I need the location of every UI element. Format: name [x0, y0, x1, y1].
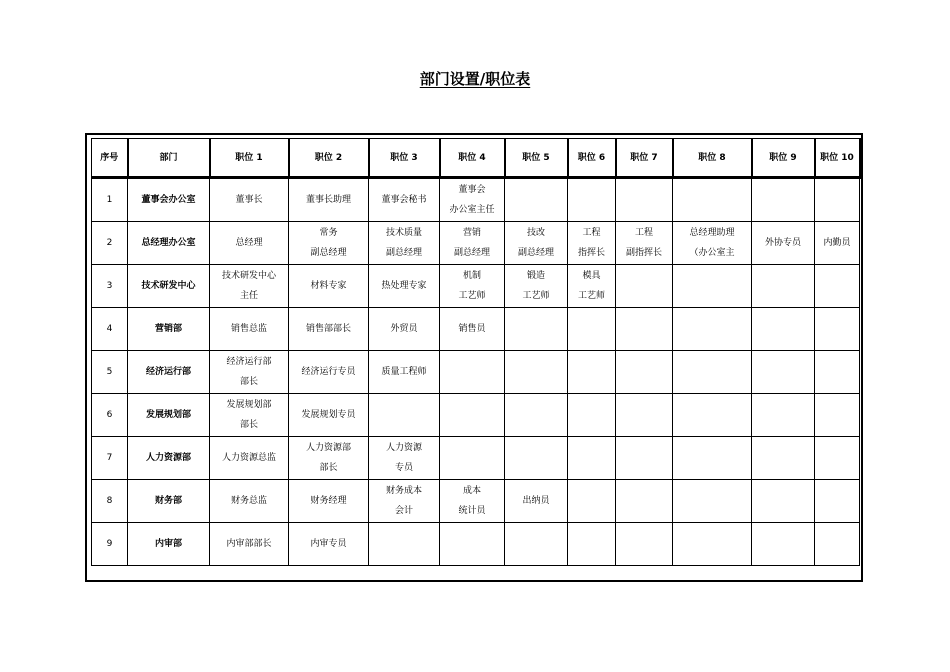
position-text: （办公室主: [689, 248, 735, 258]
position-cell: [369, 480, 440, 523]
position-cell: [289, 351, 369, 394]
row-number-cell: 1: [92, 178, 128, 222]
table-row: [92, 178, 860, 222]
position-text: 办公室主任: [449, 205, 495, 215]
position-cell: [673, 480, 752, 523]
position-text: 总经理: [235, 238, 263, 248]
position-cell: [673, 265, 752, 308]
position-cell: [289, 222, 369, 265]
position-text: 副总经理: [453, 248, 490, 258]
department-cell: 总经理办公室: [128, 222, 210, 265]
position-cell: [289, 394, 369, 437]
position-cell: [210, 437, 289, 480]
position-cell: [815, 437, 860, 480]
column-header: 职位 8: [673, 139, 752, 178]
position-cell: [440, 394, 505, 437]
position-cell: [568, 351, 616, 394]
position-cell: [440, 523, 505, 566]
position-cell: [752, 394, 815, 437]
position-cell: [505, 351, 568, 394]
position-text: 工艺师: [458, 291, 486, 301]
position-cell: [440, 351, 505, 394]
position-text: 副总经理: [385, 248, 422, 258]
column-header: 序号: [92, 139, 128, 178]
position-cell: [210, 308, 289, 351]
position-cell: [616, 265, 673, 308]
position-cell: [369, 222, 440, 265]
position-cell: [616, 394, 673, 437]
department-cell: 财务部: [128, 480, 210, 523]
table-row: [92, 265, 860, 308]
position-text: 营销: [462, 228, 481, 238]
position-text: 部长: [319, 463, 338, 473]
position-text: 锻造: [526, 271, 545, 281]
table-row: [92, 222, 860, 265]
position-cell: [289, 308, 369, 351]
table-row: [92, 394, 860, 437]
column-header: 职位 9: [752, 139, 815, 178]
table-row: [92, 480, 860, 523]
position-cell: [369, 178, 440, 222]
position-cell: [568, 222, 616, 265]
position-cell: [616, 351, 673, 394]
table-body: [92, 139, 860, 566]
position-text: 发展规划部: [226, 400, 272, 410]
position-cell: [289, 480, 369, 523]
position-cell: [673, 222, 752, 265]
row-number-cell: 2: [92, 222, 128, 265]
position-cell: [369, 308, 440, 351]
position-cell: [673, 178, 752, 222]
table-row: [92, 308, 860, 351]
department-cell: 技术研发中心: [128, 265, 210, 308]
position-cell: [752, 222, 815, 265]
position-cell: [616, 222, 673, 265]
position-cell: [210, 222, 289, 265]
position-cell: [752, 265, 815, 308]
row-number-cell: 4: [92, 308, 128, 351]
position-cell: [752, 351, 815, 394]
position-text: 统计员: [458, 506, 486, 516]
position-text: 工艺师: [522, 291, 550, 301]
position-cell: [815, 523, 860, 566]
position-cell: [369, 351, 440, 394]
position-text: 机制: [462, 271, 481, 281]
position-text: 模具: [582, 271, 601, 281]
column-header: 职位 4: [440, 139, 505, 178]
table-row: [92, 351, 860, 394]
position-cell: [616, 437, 673, 480]
table-header-row: [92, 139, 860, 178]
position-cell: [673, 351, 752, 394]
department-cell: 人力资源部: [128, 437, 210, 480]
position-cell: [673, 394, 752, 437]
position-text: 总经理助理: [689, 228, 735, 238]
position-text: 技改: [526, 228, 545, 238]
position-cell: [210, 351, 289, 394]
position-text: 董事长助理: [305, 195, 351, 205]
position-cell: [568, 437, 616, 480]
row-number-cell: 9: [92, 523, 128, 566]
position-text: 质量工程师: [381, 367, 427, 377]
row-number-cell: 8: [92, 480, 128, 523]
position-cell: [752, 437, 815, 480]
position-cell: [210, 523, 289, 566]
row-number-cell: 6: [92, 394, 128, 437]
position-cell: [568, 480, 616, 523]
position-cell: [440, 437, 505, 480]
column-header: 职位 6: [568, 139, 616, 178]
position-text: 发展规划专员: [301, 410, 356, 420]
position-text: 销售总监: [230, 324, 267, 334]
position-text: 技术质量: [385, 228, 422, 238]
position-cell: [616, 523, 673, 566]
position-cell: [289, 178, 369, 222]
position-cell: [505, 222, 568, 265]
position-cell: [505, 265, 568, 308]
column-header: 职位 1: [210, 139, 289, 178]
position-cell: [568, 178, 616, 222]
position-cell: [673, 308, 752, 351]
position-text: 技术研发中心: [221, 271, 276, 281]
position-cell: [210, 265, 289, 308]
department-cell: 营销部: [128, 308, 210, 351]
position-cell: [440, 178, 505, 222]
position-cell: [673, 523, 752, 566]
column-header: 职位 10: [815, 139, 860, 178]
position-cell: [505, 480, 568, 523]
position-cell: [505, 523, 568, 566]
position-text: 材料专家: [310, 281, 347, 291]
position-cell: [440, 265, 505, 308]
position-cell: [568, 308, 616, 351]
department-cell: 董事会办公室: [128, 178, 210, 222]
position-cell: [210, 394, 289, 437]
column-header: 部门: [128, 139, 210, 178]
column-header: 职位 7: [616, 139, 673, 178]
position-text: 副指挥长: [625, 248, 662, 258]
position-cell: [289, 437, 369, 480]
position-cell: [815, 480, 860, 523]
position-cell: [568, 394, 616, 437]
position-cell: [440, 222, 505, 265]
position-text: 副总经理: [310, 248, 347, 258]
position-text: 成本: [462, 486, 481, 496]
table-frame: [85, 133, 863, 582]
position-cell: [815, 265, 860, 308]
table-row: [92, 437, 860, 480]
position-text: 内审专员: [310, 539, 347, 549]
position-text: 指挥长: [577, 248, 605, 258]
position-text: 工程: [582, 228, 601, 238]
position-text: 财务总监: [230, 496, 267, 506]
column-header: 职位 3: [369, 139, 440, 178]
position-text: 部长: [239, 420, 258, 430]
position-text: 董事会秘书: [381, 195, 427, 205]
position-text: 董事长: [235, 195, 263, 205]
position-text: 副总经理: [517, 248, 554, 258]
position-cell: [815, 222, 860, 265]
position-text: 财务成本: [385, 486, 422, 496]
position-text: 专员: [394, 463, 413, 473]
position-table: [91, 138, 861, 566]
position-text: 内审部部长: [226, 539, 272, 549]
position-cell: [440, 308, 505, 351]
position-cell: [369, 437, 440, 480]
page-title: 部门设置/职位表: [419, 70, 531, 88]
department-cell: 发展规划部: [128, 394, 210, 437]
position-text: 常务: [319, 228, 338, 238]
position-cell: [210, 480, 289, 523]
position-cell: [616, 308, 673, 351]
position-cell: [752, 178, 815, 222]
position-text: 经济运行部: [226, 357, 272, 367]
position-text: 销售员: [458, 324, 486, 334]
position-cell: [210, 178, 289, 222]
position-text: 经济运行专员: [301, 367, 356, 377]
position-cell: [369, 523, 440, 566]
position-text: 外协专员: [764, 238, 801, 248]
position-text: 人力资源部: [305, 443, 351, 453]
position-text: 销售部部长: [305, 324, 351, 334]
position-cell: [568, 523, 616, 566]
position-text: 董事会: [458, 185, 486, 195]
position-cell: [505, 178, 568, 222]
department-cell: 内审部: [128, 523, 210, 566]
table-row: [92, 523, 860, 566]
row-number-cell: 7: [92, 437, 128, 480]
position-text: 财务经理: [310, 496, 347, 506]
position-text: 内勤员: [823, 238, 851, 248]
column-header: 职位 2: [289, 139, 369, 178]
position-text: 人力资源: [385, 443, 422, 453]
position-cell: [752, 523, 815, 566]
position-cell: [815, 178, 860, 222]
position-cell: [289, 265, 369, 308]
position-cell: [752, 308, 815, 351]
position-text: 工艺师: [577, 291, 605, 301]
position-cell: [616, 178, 673, 222]
position-cell: [369, 265, 440, 308]
position-text: 外贸员: [390, 324, 418, 334]
department-cell: 经济运行部: [128, 351, 210, 394]
position-text: 出纳员: [522, 496, 550, 506]
position-text: 主任: [239, 291, 258, 301]
position-cell: [616, 480, 673, 523]
column-header: 职位 5: [505, 139, 568, 178]
row-number-cell: 3: [92, 265, 128, 308]
position-cell: [505, 394, 568, 437]
position-cell: [505, 308, 568, 351]
position-cell: [289, 523, 369, 566]
row-number-cell: 5: [92, 351, 128, 394]
position-cell: [440, 480, 505, 523]
position-text: 工程: [634, 228, 653, 238]
position-text: 人力资源总监: [221, 453, 276, 463]
position-cell: [752, 480, 815, 523]
position-cell: [673, 437, 752, 480]
position-cell: [568, 265, 616, 308]
position-text: 热处理专家: [381, 281, 427, 291]
position-cell: [369, 394, 440, 437]
position-text: 会计: [394, 506, 413, 516]
position-cell: [505, 437, 568, 480]
position-text: 部长: [239, 377, 258, 387]
position-cell: [815, 351, 860, 394]
position-cell: [815, 308, 860, 351]
position-cell: [815, 394, 860, 437]
